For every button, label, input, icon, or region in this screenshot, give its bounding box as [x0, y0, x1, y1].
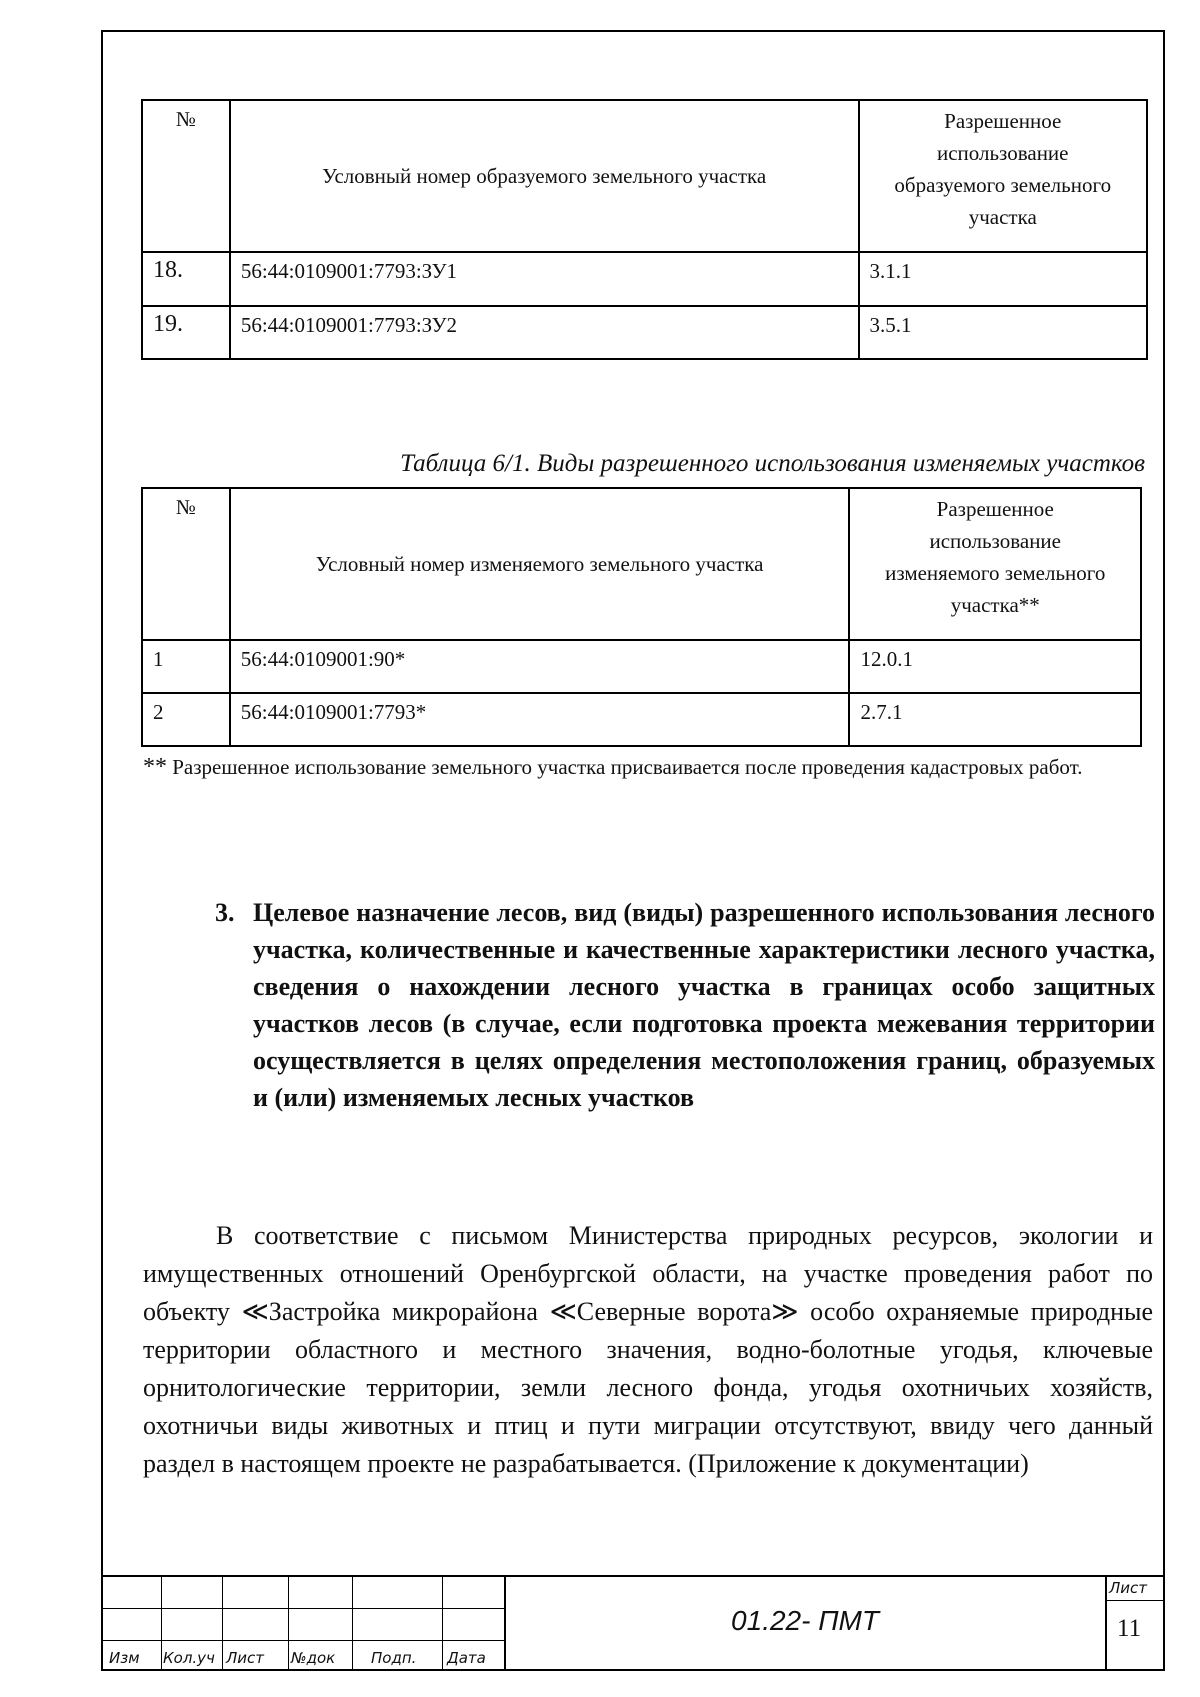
- stamp-label-kol: Кол.уч: [163, 1649, 215, 1667]
- stamp-line: [288, 1575, 289, 1671]
- sheet-label: Лист: [1109, 1579, 1148, 1597]
- section-number: 3.: [215, 898, 235, 927]
- row-permitted-use: 2.7.1: [849, 693, 1141, 746]
- header-plot-number: Условный номер образуемого земельного участка: [230, 100, 859, 252]
- row-num: 18.: [142, 252, 230, 306]
- row-plot-number: 56:44:0109001:7793:ЗУ2: [230, 306, 859, 359]
- footnote: [143, 750, 1153, 784]
- table-row: [142, 252, 1147, 306]
- header-permitted-use: Разрешенное использование образуемого земельного участка: [859, 100, 1148, 252]
- row-num: 2: [142, 693, 230, 746]
- section-title: Целевое назначение лесов, вид (виды) разрешенного использования лесного участка, количественные и качественные характеристики лесного участка, сведения о нахождении лесного участка в границах особо защитных участков лесов (в случае, если подготовка проекта межевания территории осуществляется в целях определения местоположения границ, образуемых и (или) изменяемых лесных участков: [253, 898, 1155, 1112]
- row-permitted-use: 3.5.1: [859, 306, 1148, 359]
- table-changed-plots: [141, 487, 1142, 747]
- row-num: 19.: [142, 306, 230, 359]
- stamp-label-data: Дата: [447, 1649, 486, 1667]
- table-row: [142, 306, 1147, 359]
- stamp-label-izm: Изм: [109, 1649, 140, 1667]
- section-heading: [215, 894, 1155, 1116]
- stamp-line: [101, 1575, 1165, 1577]
- sheet-number: 11: [1117, 1615, 1142, 1642]
- header-plot-number: Условный номер изменяемого земельного участка: [230, 488, 850, 640]
- row-permitted-use: 3.1.1: [859, 252, 1148, 306]
- body-paragraph: В соответствие с письмом Министерства природных ресурсов, экологии и имущественных отношений Оренбургской области, на участке проведения работ по объекту ≪Застройка микрорайона ≪Северные ворота≫ особо охраняемые природные территории областного и местного значения, водно-болотные угодья, ключевые орнитологические территории, земли лесного фонда, угодья охотничьих хозяйств, охотничьи виды животных и птиц и пути миграции отсутствуют, ввиду чего данный раздел в настоящем проекте не разрабатывается. (Приложение к документации): [143, 1221, 1153, 1478]
- row-plot-number: 56:44:0109001:7793:ЗУ1: [230, 252, 859, 306]
- footnote-stars: **: [143, 754, 167, 780]
- row-num: 1: [142, 640, 230, 693]
- header-num: №: [142, 488, 230, 640]
- table-header-row: [142, 100, 1147, 252]
- stamp-line: [222, 1575, 223, 1671]
- row-plot-number: 56:44:0109001:7793*: [230, 693, 850, 746]
- header-num: №: [142, 100, 230, 252]
- document-code: 01.22- ПМТ: [731, 1605, 879, 1636]
- stamp-label-list: Лист: [226, 1649, 265, 1667]
- row-plot-number: 56:44:0109001:90*: [230, 640, 850, 693]
- stamp-line: [161, 1575, 162, 1671]
- table-formed-plots: [141, 99, 1148, 360]
- table-header-row: [142, 488, 1141, 640]
- stamp-line: [442, 1575, 443, 1671]
- stamp-line: [1105, 1575, 1107, 1671]
- header-permitted-use: Разрешенное использование изменяемого земельного участка**: [849, 488, 1141, 640]
- stamp-line: [1105, 1600, 1165, 1601]
- table-row: [142, 640, 1141, 693]
- table-caption: Таблица 6/1. Виды разрешенного использования изменяемых участков: [400, 450, 1145, 477]
- stamp-line: [352, 1575, 353, 1671]
- stamp-label-podp: Подп.: [371, 1649, 417, 1667]
- table-row: [142, 693, 1141, 746]
- row-permitted-use: 12.0.1: [849, 640, 1141, 693]
- stamp-label-ndok: №док: [291, 1649, 336, 1667]
- footnote-text: Разрешенное использование земельного участка присваивается после проведения кадастровых работ.: [167, 755, 1083, 779]
